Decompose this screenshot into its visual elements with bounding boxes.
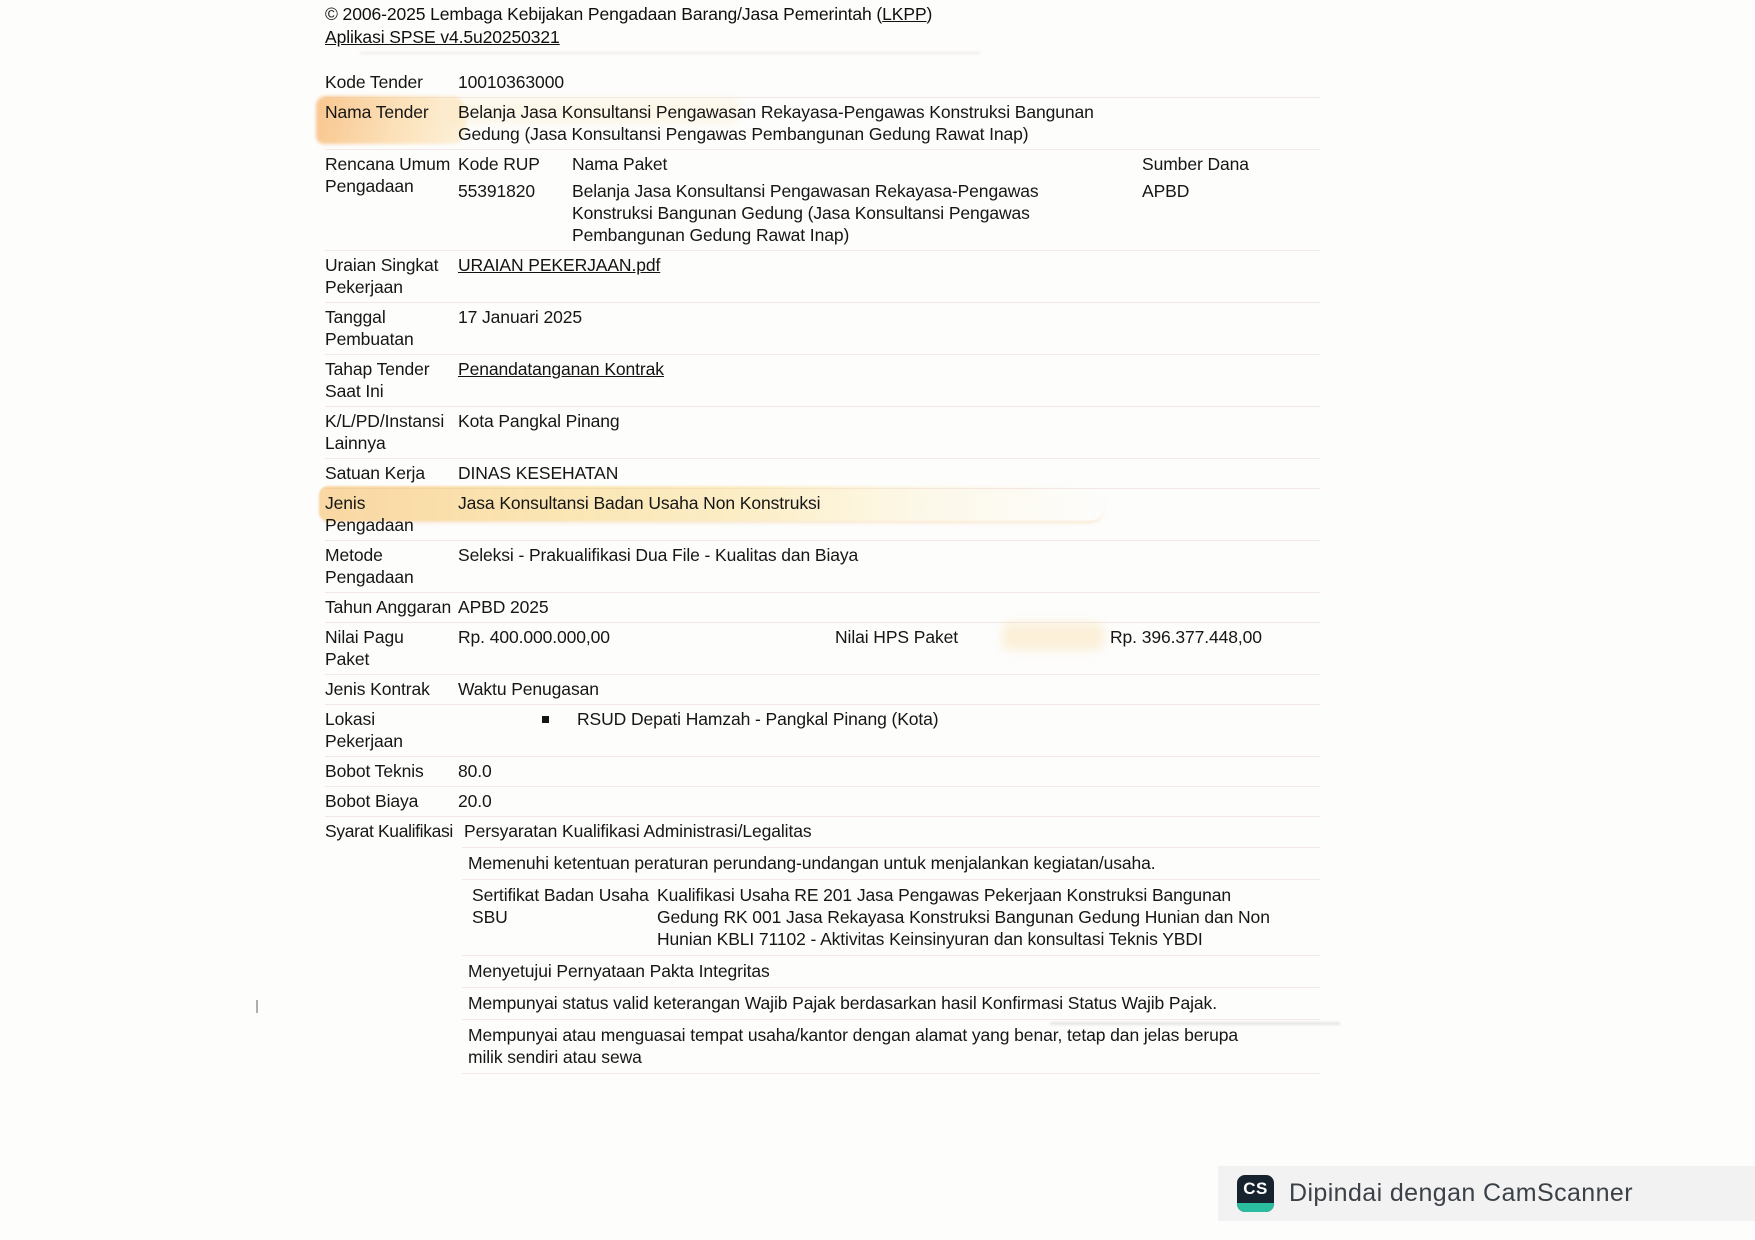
jenis-pengadaan-label: Jenis Pengadaan <box>325 493 414 535</box>
tahun-anggaran-label: Tahun Anggaran <box>325 597 452 617</box>
metode-value: Seleksi - Prakualifikasi Dua File - Kualitas dan Biaya <box>458 545 859 565</box>
bobot-teknis-label: Bobot Teknis <box>325 761 424 781</box>
satuan-kerja-label: Satuan Kerja <box>325 463 425 483</box>
scan-streak-artifact <box>360 52 980 54</box>
instansi-label: K/L/PD/Instansi Lainnya <box>325 411 445 453</box>
row-bobot-teknis <box>325 757 1320 787</box>
jenis-kontrak-value: Waktu Penugasan <box>458 679 599 699</box>
uraian-value <box>458 254 1320 298</box>
lokasi-value <box>458 708 1320 752</box>
row-instansi <box>325 407 1320 459</box>
nilai-pagu-value: Rp. 400.000.000,00 <box>458 627 610 647</box>
bobot-biaya-label: Bobot Biaya <box>325 791 419 811</box>
kode-tender-label: Kode Tender <box>325 72 423 92</box>
syarat-list <box>462 820 1320 1074</box>
satuan-kerja-value: DINAS KESEHATAN <box>458 463 619 483</box>
syarat-title: Persyaratan Kualifikasi Administrasi/Legalitas <box>462 820 1320 848</box>
lokasi-label: Lokasi Pekerjaan <box>325 709 403 751</box>
syarat-item-tempat-usaha-text: Mempunyai atau menguasai tempat usaha/kantor dengan alamat yang benar, tetap dan jelas berupa milik sendiri atau sewa <box>468 1025 1238 1067</box>
metode-label: Metode Pengadaan <box>325 545 414 587</box>
nilai-pagu-label: Nilai Pagu Paket <box>325 627 404 669</box>
sbu-label: Sertifikat Badan Usaha SBU <box>472 885 649 927</box>
app-version-line <box>325 26 932 49</box>
sbu-value: Kualifikasi Usaha RE 201 Jasa Pengawas Pekerjaan Konstruksi Bangunan Gedung RK 001 Jasa Rekayasa Konstruksi Bangunan Gedung Hunian dan Non Hunian KBLI 71102 - Aktivitas Keinsinyuran dan konsultasi Teknis YBDI <box>657 885 1270 949</box>
rup-sumber-dana-value: APBD <box>1142 181 1190 201</box>
nilai-hps-label: Nilai HPS Paket <box>835 627 958 647</box>
rup-label: Rencana Umum Pengadaan <box>325 154 451 196</box>
copyright-line <box>325 3 932 26</box>
camscanner-badge-letters: CS <box>1243 1179 1268 1198</box>
tanggal-label: Tanggal Pembuatan <box>325 307 414 349</box>
row-jenis-pengadaan <box>325 489 1320 541</box>
kode-tender-value: 10010363000 <box>458 72 564 92</box>
row-bobot-biaya <box>325 787 1320 817</box>
row-rencana-umum-pengadaan <box>325 150 1320 251</box>
instansi-value: Kota Pangkal Pinang <box>458 411 620 431</box>
nama-tender-value <box>458 101 1320 145</box>
rup-nama-paket-value: Belanja Jasa Konsultansi Pengawasan Rekayasa-Pengawas Konstruksi Bangunan Gedung (Jasa Konsultansi Pengawas Pembangunan Gedung Rawat Inap) <box>572 181 1039 245</box>
copyright-close: ) <box>926 4 933 24</box>
tahun-anggaran-value: APBD 2025 <box>458 597 549 617</box>
rup-nama-header: Nama Paket <box>572 154 668 174</box>
jenis-kontrak-label: Jenis Kontrak <box>325 679 430 699</box>
row-kode-tender <box>325 68 1320 98</box>
syarat-item-izin-usaha: Memenuhi ketentuan peraturan perundang-undangan untuk menjalankan kegiatan/usaha. <box>462 848 1320 880</box>
tahap-tender-link[interactable]: Penandatanganan Kontrak <box>458 359 664 379</box>
jenis-pengadaan-value: Jasa Konsultansi Badan Usaha Non Konstruksi <box>458 493 821 513</box>
row-metode-pengadaan <box>325 541 1320 593</box>
row-nama-tender <box>325 98 1320 150</box>
bullet-square-icon <box>542 716 549 723</box>
syarat-item-tempat-usaha <box>462 1020 1320 1074</box>
nama-tender-text: Belanja Jasa Konsultansi Pengawasan Rekayasa-Pengawas Konstruksi Bangunan Gedung (Jasa Konsultansi Pengawas Pembangunan Gedung Rawat Inap) <box>458 102 1094 144</box>
row-tahun-anggaran <box>325 593 1320 623</box>
rup-kode-header: Kode RUP <box>458 154 540 174</box>
nama-tender-label: Nama Tender <box>325 101 458 145</box>
camscanner-footer <box>1218 1166 1755 1221</box>
syarat-item-sbu <box>462 880 1320 956</box>
bobot-teknis-value: 80.0 <box>458 761 492 781</box>
tanggal-value: 17 Januari 2025 <box>458 307 583 327</box>
syarat-item-pakta-integritas: Menyetujui Pernyataan Pakta Integritas <box>462 956 1320 988</box>
lokasi-text: RSUD Depati Hamzah - Pangkal Pinang (Kota) <box>577 709 939 729</box>
row-jenis-kontrak <box>325 675 1320 705</box>
row-nilai-paket <box>325 623 1320 675</box>
lkpp-link[interactable]: LKPP <box>882 4 927 24</box>
rup-header-row <box>458 153 1320 175</box>
syarat-item-wajib-pajak: Mempunyai status valid keterangan Wajib Pajak berdasarkan hasil Konfirmasi Status Wajib Pajak. <box>462 988 1320 1020</box>
row-tanggal-pembuatan <box>325 303 1320 355</box>
uraian-label: Uraian Singkat Pekerjaan <box>325 255 439 297</box>
nilai-hps-value: Rp. 396.377.448,00 <box>1110 626 1320 670</box>
uraian-pekerjaan-pdf-link[interactable]: URAIAN PEKERJAAN.pdf <box>458 255 661 275</box>
camscanner-watermark-text: Dipindai dengan CamScanner <box>1289 1179 1633 1207</box>
rup-value-row <box>458 180 1320 246</box>
tahap-label: Tahap Tender Saat Ini <box>325 359 430 401</box>
row-syarat-kualifikasi <box>325 817 1320 1078</box>
row-tahap-tender <box>325 355 1320 407</box>
tender-detail-table <box>325 60 1320 1078</box>
syarat-label: Syarat Kualifikasi <box>325 821 453 841</box>
rup-sumber-header: Sumber Dana <box>1142 154 1249 174</box>
spse-version-link[interactable]: Aplikasi SPSE v4.5u20250321 <box>325 27 560 47</box>
camscanner-logo-icon <box>1237 1175 1274 1212</box>
scan-mark-artifact <box>256 1000 258 1013</box>
row-lokasi-pekerjaan <box>325 705 1320 757</box>
row-satuan-kerja <box>325 459 1320 489</box>
tahap-value <box>458 358 1320 402</box>
rup-kode-value: 55391820 <box>458 181 536 201</box>
spse-copyright-header <box>325 3 932 49</box>
row-uraian-singkat <box>325 251 1320 303</box>
copyright-text: © 2006-2025 Lembaga Kebijakan Pengadaan Barang/Jasa Pemerintah ( <box>325 4 883 24</box>
bobot-biaya-value: 20.0 <box>458 791 492 811</box>
rup-subtable <box>458 153 1320 246</box>
